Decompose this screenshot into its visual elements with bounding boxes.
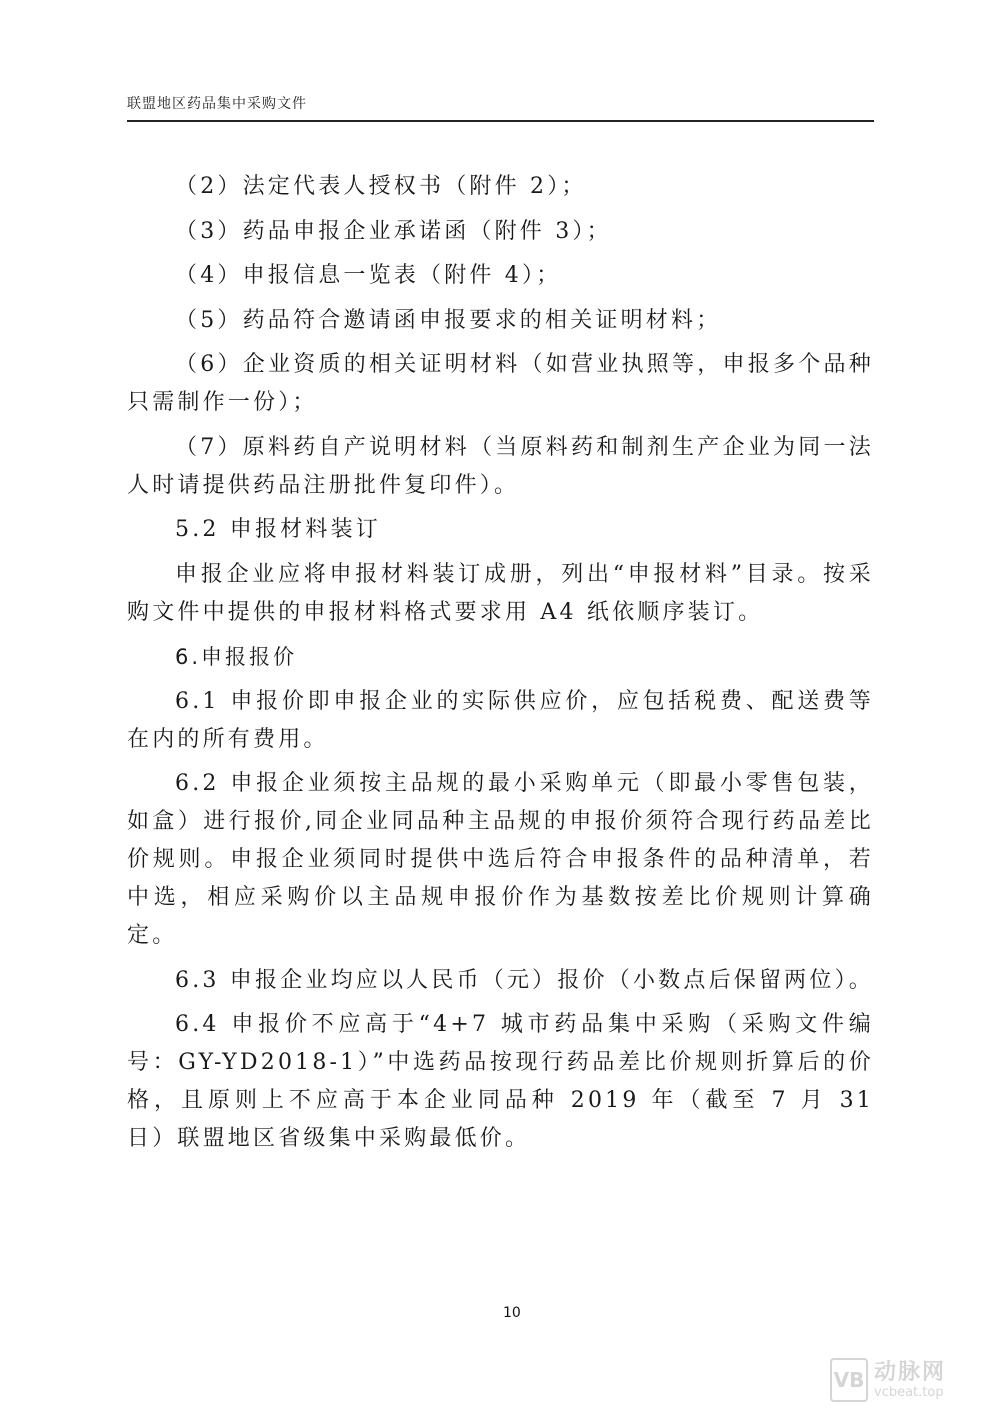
- vb-logo-icon: VB: [830, 1358, 868, 1402]
- list-item-7: （7）原料药自产说明材料（当原料药和制剂生产企业为同一法人时请提供药品注册批件复印件）。: [127, 434, 874, 498]
- section-6-heading: 6.申报报价: [175, 645, 298, 669]
- clause-6-2: 6.2 申报企业须按主品规的最小采购单元（即最小零售包装，如盒）进行报价,同企业同品种主品规的申报价须符合现行药品差比价规则。申报企业须同时提供中选后符合申报条件的品种清单，若中选，相应采购价以主品规申报价作为基数按差比价规则计算确定。: [127, 771, 874, 948]
- watermark-name-en: vcbeat.top: [874, 1384, 944, 1400]
- clause-6-1: 6.1 申报价即申报企业的实际供应价，应包括税费、配送费等在内的所有费用。: [127, 688, 874, 752]
- clause-6-3: 6.3 申报企业均应以人民币（元）报价（小数点后保留两位）。: [175, 967, 874, 993]
- document-body: [127, 168, 874, 1165]
- watermark-name-cn: 动脉网: [874, 1359, 947, 1385]
- list-item-5: （5）药品符合邀请函申报要求的相关证明材料；: [175, 307, 722, 333]
- section-5-2-body: 申报企业应将申报材料装订成册，列出“申报材料”目录。按采购文件中提供的申报材料格式要求用 A4 纸依顺序装订。: [127, 561, 874, 625]
- list-item-6: （6）企业资质的相关证明材料（如营业执照等，申报多个品种只需制作一份）；: [127, 352, 874, 415]
- header-divider: [127, 120, 874, 122]
- clause-6-4: 6.4 申报价不应高于“4+7 城市药品集中采购（采购文件编号：GY-YD2018-1）”中选药品按现行药品差比价规则折算后的价格，且原则上不应高于本企业同品种 2019 年（截至 7 月 31 日）联盟地区省级集中采购最低价。: [127, 1012, 874, 1151]
- list-item-3: （3）药品申报企业承诺函（附件 3）；: [175, 218, 612, 244]
- page-header-title: 联盟地区药品集中采购文件: [127, 96, 307, 112]
- list-item-4: （4）申报信息一览表（附件 4）；: [175, 263, 562, 288]
- section-5-2-heading: 5.2 申报材料装订: [175, 517, 381, 542]
- page-number: 10: [503, 1305, 521, 1321]
- list-item-2: （2）法定代表人授权书（附件 2）；: [175, 174, 587, 199]
- watermark: [830, 1358, 946, 1402]
